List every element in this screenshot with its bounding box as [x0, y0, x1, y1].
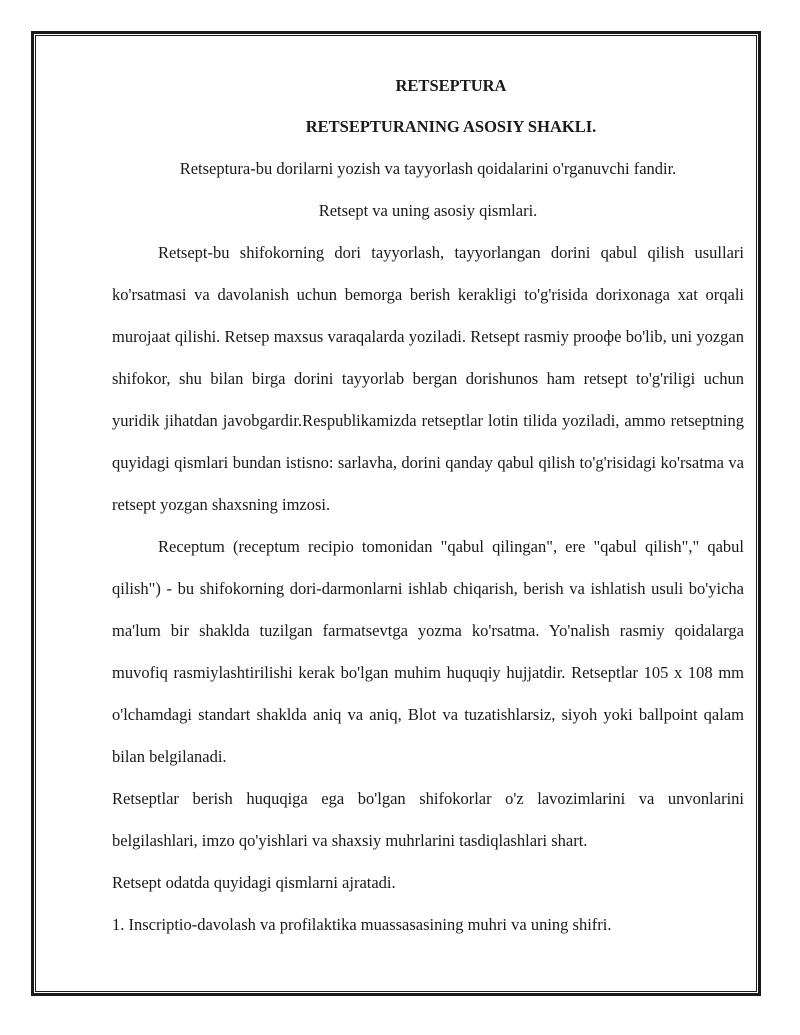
definition-line: Retseptura-bu dorilarni yozish va tayyorlash qoidalarini o'rganuvchi fandir. [179, 159, 677, 178]
document-subtitle: RETSEPTURANING ASOSIY SHAKLI. [305, 117, 597, 136]
document-body [112, 68, 744, 946]
section-heading: Retsept va uning asosiy qismlari. [318, 201, 538, 220]
paragraph-parts: Retsept odatda quyidagi qismlarni ajratadi. [112, 873, 396, 892]
paragraph-doctors: Retseptlar berish huquqiga ega bo'lgan shifokorlar o'z lavozimlarini va unvonlarini belgilashlari, imzo qo'yishlari va shaxsiy muhrlarini tasdiqlashlari shart. [112, 789, 744, 850]
document-title: RETSEPTURA [395, 76, 507, 95]
list-item-inscriptio: 1. Inscriptio-davolash va profilaktika muassasasining muhri va uning shifri. [112, 915, 612, 934]
paragraph-retsept: Retsept-bu shifokorning dori tayyorlash, tayyorlangan dorini qabul qilish usullari ko'rsatmasi va davolanish uchun bemorga berish kerakligi to'g'risida dorixonaga xat orqali murojaat qilishi. Retsep maxsus varaqalarda yoziladi. Retsept rasmiy prooфe bo'lib, uni yozgan shifokor, shu bilan birga dorini tayyorlab bergan dorishunos ham retsept to'g'riligi uchun yuridik jihatdan javobgardir.Respublikamizda retseptlar lotin tilida yoziladi, ammo retseptning quyidagi qismlari bundan istisno: sarlavha, dorini qanday qabul qilish to'g'risidagi ko'rsatma va retsept yozgan shaxsning imzosi. [112, 243, 744, 514]
paragraph-receptum: Receptum (receptum recipio tomonidan "qabul qilingan", ere "qabul qilish"," qabul qilish") - bu shifokorning dori-darmonlarni ishlab chiqarish, berish va ishlatish usuli bo'yicha ma'lum bir shaklda tuzilgan farmatsevtga yozma ko'rsatma. Yo'nalish rasmiy qoidalarga muvofiq rasmiylashtirilishi kerak bo'lgan muhim huquqiy hujjatdir. Retseptlar 105 x 108 mm o'lchamdagi standart shaklda aniq va aniq, Blot va tuzatishlarsiz, siyoh yoki ballpoint qalam bilan belgilanadi. [112, 537, 744, 766]
